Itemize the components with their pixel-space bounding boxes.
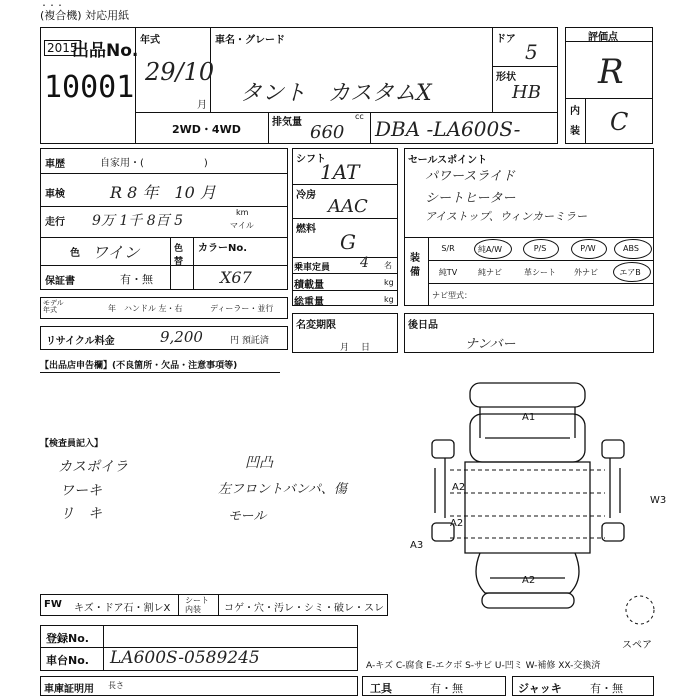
gross-label: 総重量	[294, 297, 324, 308]
lot-number: 10001	[44, 70, 135, 105]
shift-value: 1AT	[320, 160, 360, 184]
diagram-mark-5: A3	[410, 540, 424, 551]
drive-label: 2WD・4WD	[172, 123, 241, 136]
fw-seat-label: シート内装	[185, 596, 209, 614]
sales-point-line-2: シートヒーター	[425, 191, 516, 206]
rear-field-label: 後日品	[408, 320, 438, 331]
equip-abs: ABS	[623, 244, 639, 253]
color-code-value: X67	[220, 268, 252, 287]
inspector-right-2: 左フロントバンパ、傷	[218, 482, 347, 497]
door-label: ドア	[496, 34, 516, 45]
capacity-label: 乗車定員	[294, 263, 331, 273]
sheet-subtitle: (複合機) 対応用紙	[40, 9, 130, 22]
equip-leather: 革シート	[524, 268, 556, 277]
shift-label: シフト	[296, 154, 326, 165]
ac-value: AAC	[328, 196, 368, 217]
shape-label: 形状	[496, 72, 516, 83]
history-label: 車歴	[45, 159, 65, 170]
model-year-label: モデル年式	[43, 299, 64, 314]
model-year-dealer: ディーラー・並行	[210, 304, 274, 313]
recycle-value: 9,200	[160, 328, 203, 346]
inspector-left-2: ワーキ	[60, 483, 102, 499]
seller-notes-label: 【出品店申告欄】(不良箇所・欠品・注意事項等)	[40, 361, 238, 371]
capacity-unit: 名	[384, 261, 392, 270]
gross-unit: kg	[384, 295, 394, 304]
spare-label: スペア	[622, 640, 652, 651]
mileage-label: 走行	[45, 217, 65, 228]
equip-navi: 純ナビ	[478, 268, 502, 277]
grade-label: 評価点	[588, 32, 618, 43]
color-label: 色	[70, 248, 80, 259]
mileage-value: 9万 1千 8百 5	[92, 213, 183, 229]
mileage-mile: マイル	[230, 221, 254, 230]
equip-tv: 純TV	[438, 268, 458, 277]
model-year-handle: ハンドル 左・右	[124, 304, 183, 313]
color-code-label: カラーNo.	[198, 243, 248, 254]
equip-alloy: 純A/W	[477, 245, 503, 254]
sales-point-line-3: アイストップ、ウィンカーミラー	[425, 210, 588, 223]
displacement-unit: cc	[355, 112, 364, 121]
equip-airbag: エアB	[619, 268, 641, 277]
equip-abs-circle	[614, 239, 652, 259]
diagram-mark-1: A1	[522, 412, 536, 423]
diagram-mark-6: W3	[650, 495, 667, 506]
door-value: 5	[525, 40, 538, 64]
rear-field-box	[404, 313, 654, 353]
inspector-label: 【検査員記入】	[40, 439, 104, 449]
capacity-value: 4	[360, 255, 369, 271]
inspector-right-1: 凹凸	[245, 455, 273, 471]
equip-airbag-circle	[613, 262, 651, 282]
color-swap-label: 色替	[174, 244, 184, 267]
sales-point-line-1: パワースライド	[425, 169, 515, 184]
inspection-label: 車検	[45, 189, 65, 200]
year-value: 29/10	[145, 58, 215, 86]
year-label: 年式	[140, 35, 160, 46]
ac-label: 冷房	[296, 190, 316, 201]
grade-value: R	[598, 52, 624, 92]
equip-sr: S/R	[441, 244, 455, 253]
chassis-label: 車台No.	[46, 654, 89, 667]
spare-tire-icon	[626, 596, 654, 624]
navi-model-label: ナビ型式：	[432, 291, 472, 300]
mileage-km: km	[236, 208, 249, 217]
rear-field-value: ナンバー	[465, 337, 516, 352]
tools-label: 工具	[370, 682, 392, 695]
recycle-label: リサイクル料金	[46, 336, 115, 347]
sales-point-label: セールスポイント	[408, 155, 488, 166]
equip-ps-circle	[523, 239, 559, 259]
displacement-value: 660	[310, 122, 345, 143]
diagram-mark-2: A2	[452, 482, 466, 493]
equip-pw: P/W	[580, 244, 596, 253]
fuel-value: G	[340, 230, 356, 254]
shape-value: HB	[512, 82, 541, 103]
equip-ext-navi: 外ナビ	[574, 268, 598, 277]
recycle-unit: 円 預託済	[230, 336, 269, 346]
inspection-value: R 8 年 10 月	[110, 183, 216, 202]
warranty-value: 有・無	[120, 273, 153, 286]
registration-label: 登録No.	[46, 632, 89, 645]
name-value: タント カスタムX	[240, 81, 432, 106]
equip-alloy-circle	[474, 239, 512, 259]
diagram-mark-3: A2	[450, 518, 464, 529]
fw-items: キズ・ドア石・割レX	[74, 603, 171, 614]
jack-value: 有・無	[590, 682, 623, 695]
header-top-line: ・・・	[40, 1, 192, 10]
equipment-label: 装備	[410, 253, 420, 278]
inspector-right-3: モール	[228, 509, 267, 524]
model-code-value: DBA -LA600S-	[375, 117, 521, 141]
name-label: 車名・グレード	[215, 35, 285, 46]
fuel-label: 燃料	[296, 224, 316, 235]
history-value: 自家用・( )	[100, 158, 208, 169]
interior-label-1: 内	[570, 106, 580, 117]
lot-label: 出品No.	[72, 41, 139, 61]
equip-pw-circle	[571, 239, 607, 259]
inspector-left-1: カスポイラ	[58, 459, 128, 475]
inspector-left-3: リ キ	[60, 506, 102, 522]
model-year-year: 年	[108, 304, 116, 313]
interior-label-2: 装	[570, 126, 580, 137]
displacement-label: 排気量	[272, 117, 302, 128]
warranty-label: 保証書	[45, 276, 75, 287]
chassis-value: LA600S-0589245	[110, 648, 260, 668]
equip-ps: P/S	[533, 244, 547, 253]
transfer-unit: 月日	[340, 343, 383, 353]
garage-label: 車庫証明用	[44, 684, 94, 695]
fw-label: FW	[44, 599, 62, 610]
jack-label: ジャッキ	[518, 682, 562, 695]
color-value: ワイン	[92, 243, 140, 262]
transfer-label: 名変期限	[296, 320, 336, 331]
year-unit: 月	[197, 100, 207, 111]
load-unit: kg	[384, 278, 394, 287]
lot-year-tag: 2015	[44, 40, 81, 56]
diagram-mark-4: A2	[522, 575, 536, 586]
damage-codes: A-キズ C-腐食 E-エクボ S-サビ U-凹ミ W-補修 XX-交換済	[366, 661, 601, 671]
garage-sub: 長さ	[108, 681, 124, 690]
car-diagram	[410, 378, 700, 628]
interior-value: C	[610, 108, 629, 136]
tools-value: 有・無	[430, 682, 463, 695]
fw-seat-items: コゲ・穴・汚レ・シミ・破レ・スレ	[224, 603, 384, 614]
load-label: 積載量	[294, 280, 324, 291]
